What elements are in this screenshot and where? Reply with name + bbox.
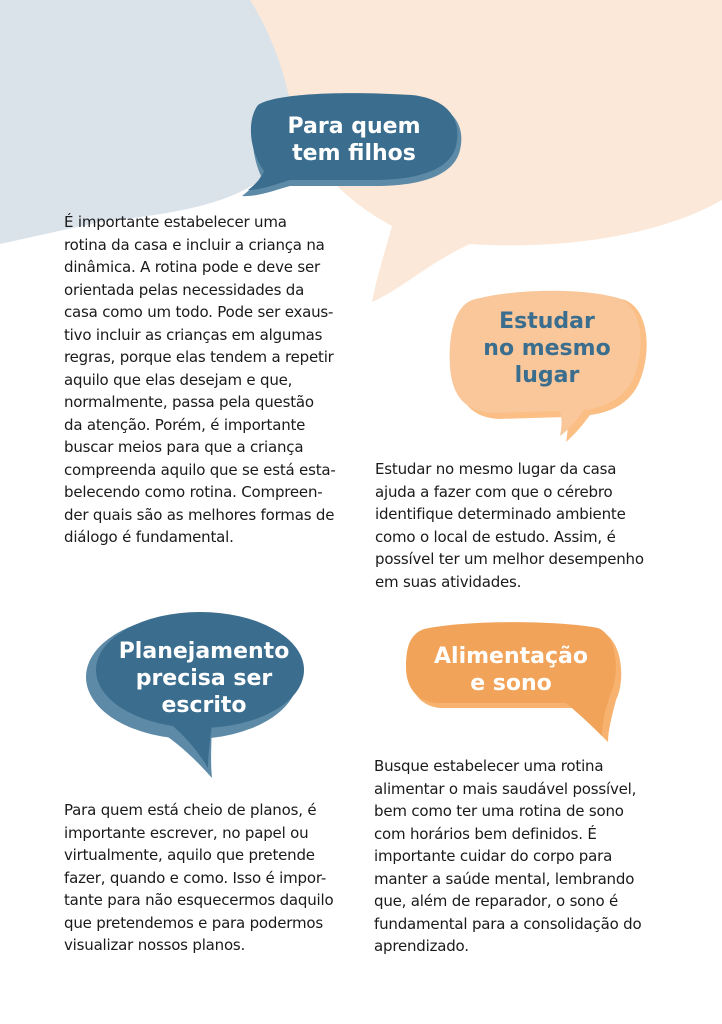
text-line: dinâmica. A rotina pode e deve ser [64,258,320,276]
text-line: diálogo é fundamental. [64,528,234,546]
text-alimentacao [374,755,641,958]
text-line: possível ter um melhor desempenho [375,550,644,568]
title-line: Para quem [287,114,421,139]
text-line: da atenção. Porém, é importante [64,415,306,434]
text-line: normalmente, passa pela questão [64,393,314,411]
text-line: bem como ter uma rotina de sono [374,802,624,820]
text-line: como o local de estudo. Assim, é [375,527,616,546]
text-line: Para quem está cheio de planos, é [64,801,317,819]
text-line: tante para não esquecermos daquilo [64,891,334,909]
text-line: compreenda aquilo que se está esta- [64,460,336,479]
text-line: belecendo como rotina. Compreen- [64,483,323,501]
text-line: casa como um todo. Pode ser exaus- [64,303,334,321]
text-line: identifique determinado ambiente [375,505,626,523]
text-line: aprendizado. [374,937,469,955]
text-line: visualizar nossos planos. [64,936,246,954]
title-line: escrito [161,693,247,718]
text-line: buscar meios para que a criança [64,438,304,456]
text-line: der quais são as melhores formas de [64,505,335,524]
text-planejamento [64,799,333,957]
text-line: fazer, quando e como. Isso é impor- [64,868,327,887]
title-line: precisa ser [135,666,273,691]
title-line: e sono [470,671,552,696]
text-line: tivo incluir as crianças em algumas [64,325,323,344]
text-line: aquilo que elas desejam e que, [64,370,293,389]
text-line: alimentar o mais saudável possível, [374,779,637,798]
title-line: lugar [514,363,580,388]
text-line: que pretendemos e para podermos [64,913,323,932]
text-line: orientada pelas necessidades da [64,280,305,299]
text-line: fundamental para a consolidação do [374,914,642,933]
title-line: Estudar [499,309,595,334]
title-line: tem filhos [292,141,416,166]
text-line: regras, porque elas tendem a repetir [64,348,334,366]
text-line: importante escrever, no papel ou [64,823,309,842]
text-line: com horários bem definidos. É [374,824,597,843]
title-alimentacao [414,643,608,697]
text-line: em suas atividades. [375,572,522,591]
text-line: que, além de reparador, o sono é [374,892,619,910]
text-para-quem [64,211,336,549]
text-line: ajuda a fazer com que o cérebro [375,482,613,501]
text-line: Estudar no mesmo lugar da casa [375,460,617,478]
text-line: virtualmente, aquilo que pretende [64,846,315,864]
text-line: Busque estabelecer uma rotina [374,757,604,775]
title-line: Alimentação [434,644,588,669]
title-line: Planejamento [118,639,290,664]
text-estudar [375,458,644,593]
text-line: manter a saúde mental, lembrando [374,869,635,888]
text-line: importante cuidar do corpo para [374,847,613,865]
title-line: no mesmo [483,336,611,361]
text-line: É importante estabelecer uma [64,213,287,231]
text-line: rotina da casa e incluir a criança na [64,235,325,254]
